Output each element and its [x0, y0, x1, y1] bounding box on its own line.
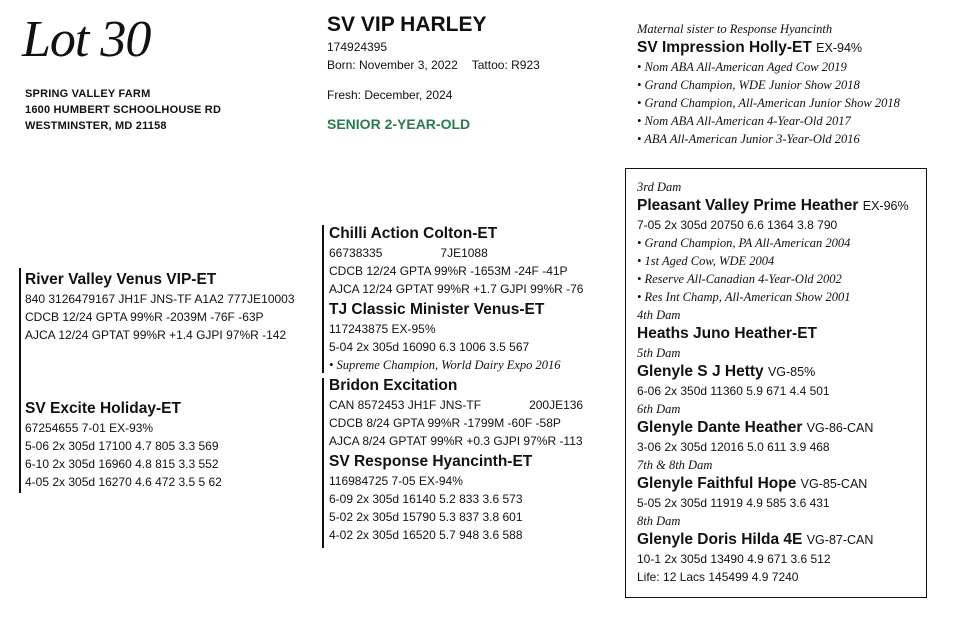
animal-name: SV VIP HARLEY — [327, 13, 487, 36]
sires-sire-code: 7JE1088 — [440, 246, 488, 260]
sires-dam-block — [329, 300, 561, 374]
fifth-dam-class: VG-85% — [767, 365, 816, 379]
dams-dam-block — [329, 452, 532, 544]
dam-block — [25, 399, 222, 491]
ancestry-list — [637, 178, 909, 586]
consignor-name: SPRING VALLEY FARM — [25, 88, 151, 100]
dam-name: SV Excite Holiday-ET — [25, 400, 181, 417]
maternal-honor: • Grand Champion, All-American Junior Show 2018 — [637, 96, 900, 110]
seventh-eighth-dam-label: 7th & 8th Dam — [637, 458, 713, 472]
eighth-dam-name-row — [637, 530, 909, 550]
dam-line: 6-10 2x 305d 16960 4.8 815 3.3 552 — [25, 457, 219, 471]
third-dam-name: Pleasant Valley Prime Heather — [637, 197, 859, 214]
sires-sire-block — [329, 224, 583, 298]
maternal-sister-class: EX-94% — [816, 41, 863, 55]
third-dam-honor: • Reserve All-Canadian 4-Year-Old 2002 — [637, 272, 842, 286]
dam-line: 5-06 2x 305d 17100 4.7 805 3.3 569 — [25, 439, 219, 453]
fifth-dam-record: 6-06 2x 350d 11360 5.9 671 4.4 501 — [637, 384, 830, 398]
sires-sire-reg: 66738335 — [329, 246, 383, 260]
maternal-note: Maternal sister to Response Hyancinth — [637, 22, 833, 36]
pedigree-bracket-dam — [322, 378, 324, 548]
eighth-dam-lifetime: Life: 12 Lacs 145499 4.9 7240 — [637, 570, 799, 584]
third-dam-record: 7-05 2x 305d 20750 6.6 1364 3.8 790 — [637, 218, 838, 232]
sixth-dam-label: 6th Dam — [637, 402, 681, 416]
consignor-address — [25, 86, 221, 134]
lot-number: Lot 30 — [22, 11, 151, 68]
pedigree-bracket-left — [19, 268, 21, 493]
dams-dam-line: 5-02 2x 305d 15790 5.3 837 3.8 601 — [329, 510, 523, 524]
sire-line: AJCA 12/24 GPTAT 99%R +1.4 GJPI 97%R -142 — [25, 328, 287, 342]
sires-dam-honor: • Supreme Champion, World Dairy Expo 2016 — [329, 358, 561, 372]
sire-block — [25, 270, 295, 344]
maternal-honor: • Nom ABA All-American Aged Cow 2019 — [637, 60, 847, 74]
dam-line: 67254655 7-01 EX-93% — [25, 421, 154, 435]
sires-sire-reg-row — [329, 244, 583, 262]
sixth-dam-record: 3-06 2x 305d 12016 5.0 611 3.9 468 — [637, 440, 830, 454]
maternal-sister-name-row — [637, 38, 900, 58]
dams-sire-line: AJCA 8/24 GPTAT 99%R +0.3 GJPI 97%R -113 — [329, 434, 583, 448]
dams-dam-name: SV Response Hyancinth-ET — [329, 453, 533, 470]
animal-tattoo: Tattoo: R923 — [471, 58, 540, 72]
maternal-sister-name: SV Impression Holly-ET — [637, 39, 812, 56]
third-dam-label: 3rd Dam — [637, 180, 682, 194]
dams-sire-reg: CAN 8572453 JH1F JNS-TF — [329, 398, 482, 412]
dams-sire-line: CDCB 8/24 GPTA 99%R -1799M -60F -58P — [329, 416, 561, 430]
seventh-dam-name-row — [637, 474, 909, 494]
eighth-dam-record: 10-1 2x 305d 13490 4.9 671 3.6 512 — [637, 552, 831, 566]
sires-dam-line: 117243875 EX-95% — [329, 322, 436, 336]
eighth-dam-label: 8th Dam — [637, 514, 681, 528]
dams-dam-line: 116984725 7-05 EX-94% — [329, 474, 463, 488]
sires-dam-name: TJ Classic Minister Venus-ET — [329, 301, 545, 318]
sires-sire-line: CDCB 12/24 GPTA 99%R -1653M -24F -41P — [329, 264, 568, 278]
ancestry-box — [625, 168, 927, 598]
seventh-dam-record: 5-05 2x 305d 11919 4.9 585 3.6 431 — [637, 496, 830, 510]
dams-sire-reg-row — [329, 396, 583, 414]
third-dam-name-row — [637, 196, 909, 216]
dams-sire-code: 200JE136 — [529, 398, 584, 412]
pedigree-bracket-sire — [322, 225, 324, 373]
seventh-dam-class: VG-85-CAN — [800, 477, 868, 491]
sire-line: CDCB 12/24 GPTA 99%R -2039M -76F -63P — [25, 310, 264, 324]
third-dam-honor: • Grand Champion, PA All-American 2004 — [637, 236, 851, 250]
animal-class: SENIOR 2-YEAR-OLD — [327, 116, 471, 132]
animal-birth-row — [327, 56, 540, 74]
maternal-honor: • Grand Champion, WDE Junior Show 2018 — [637, 78, 860, 92]
sires-sire-line: AJCA 12/24 GPTAT 99%R +1.7 GJPI 99%R -76 — [329, 282, 584, 296]
animal-header — [327, 12, 540, 132]
sixth-dam-class: VG-86-CAN — [806, 421, 874, 435]
third-dam-class: EX-96% — [862, 199, 909, 213]
maternal-honor: • ABA All-American Junior 3-Year-Old 2016 — [637, 132, 860, 146]
sires-sire-name: Chilli Action Colton-ET — [329, 225, 498, 242]
sixth-dam-name-row — [637, 418, 909, 438]
sire-name: River Valley Venus VIP-ET — [25, 271, 217, 288]
fourth-dam-name: Heaths Juno Heather-ET — [637, 325, 818, 342]
dam-line: 4-05 2x 305d 16270 4.6 472 3.5 5 62 — [25, 475, 222, 489]
fifth-dam-name-row — [637, 362, 909, 382]
dams-sire-name: Bridon Excitation — [329, 377, 458, 394]
third-dam-honor: • Res Int Champ, All-American Show 2001 — [637, 290, 851, 304]
consignor-street: 1600 HUMBERT SCHOOLHOUSE RD — [25, 104, 222, 116]
animal-born: Born: November 3, 2022 — [327, 58, 458, 72]
seventh-dam-name: Glenyle Faithful Hope — [637, 475, 797, 492]
eighth-dam-class: VG-87-CAN — [806, 533, 874, 547]
eighth-dam-name: Glenyle Doris Hilda 4E — [637, 531, 803, 548]
sires-dam-line: 5-04 2x 305d 16090 6.3 1006 3.5 567 — [329, 340, 530, 354]
fifth-dam-label: 5th Dam — [637, 346, 681, 360]
maternal-sister-block — [637, 20, 900, 148]
fifth-dam-name: Glenyle S J Hetty — [637, 363, 764, 380]
animal-reg: 174924395 — [327, 40, 388, 54]
dams-dam-line: 6-09 2x 305d 16140 5.2 833 3.6 573 — [329, 492, 523, 506]
maternal-honor: • Nom ABA All-American 4-Year-Old 2017 — [637, 114, 851, 128]
sire-line: 840 3126479167 JH1F JNS-TF A1A2 777JE10003 — [25, 292, 295, 306]
fourth-dam-label: 4th Dam — [637, 308, 681, 322]
sixth-dam-name: Glenyle Dante Heather — [637, 419, 803, 436]
third-dam-honor: • 1st Aged Cow, WDE 2004 — [637, 254, 775, 268]
dams-dam-line: 4-02 2x 305d 16520 5.7 948 3.6 588 — [329, 528, 523, 542]
animal-fresh: Fresh: December, 2024 — [327, 88, 453, 102]
dams-sire-block — [329, 376, 583, 450]
consignor-city: WESTMINSTER, MD 21158 — [25, 120, 167, 132]
